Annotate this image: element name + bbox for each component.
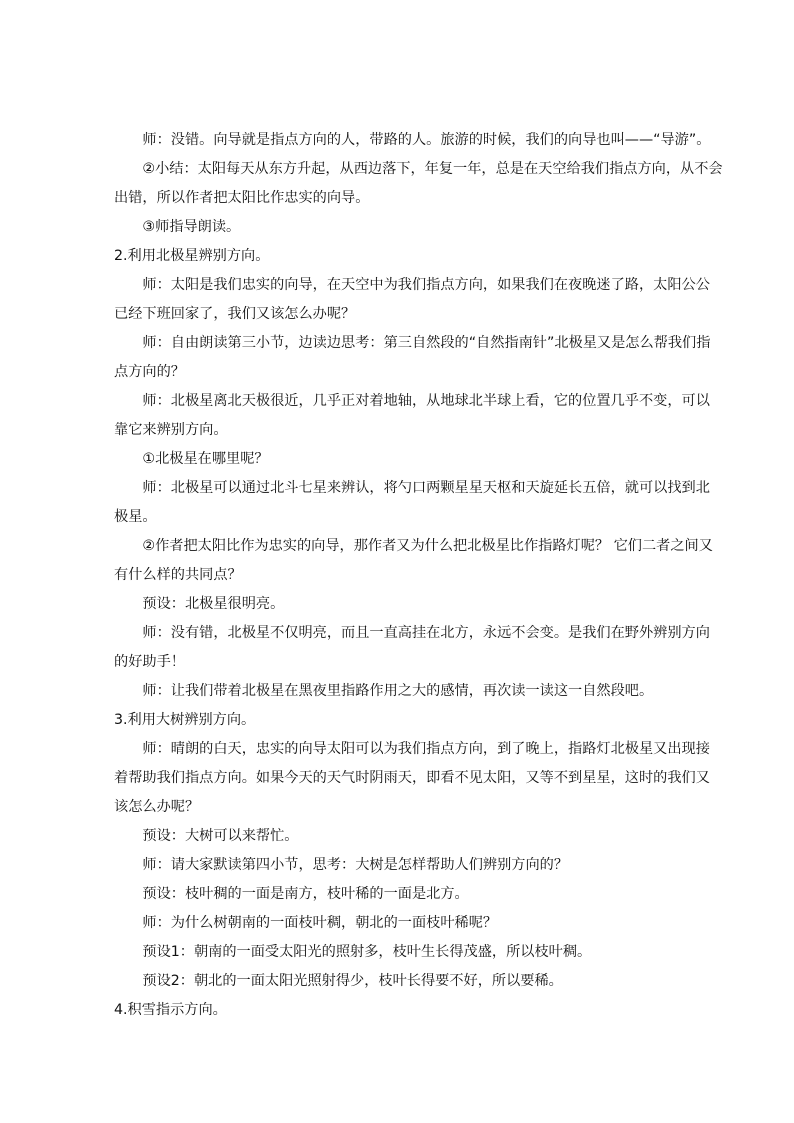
paragraph-summary-sun: ②小结：太阳每天从东方升起，从西边落下，年复一年，总是在天空给我们指点方向，从不会出错，所以作者把太阳比作忠实的向导。 bbox=[114, 161, 723, 206]
paragraph-teacher-rainy-day: 师：晴朗的白天，忠实的向导太阳可以为我们指点方向，到了晚上，指路灯北极星又出现接着帮助我们指点方向。如果今天的天气时阴雨天，即看不见太阳，又等不到星星，这时的我们又该怎么办呢？ bbox=[114, 741, 710, 815]
paragraph-reading-guide: ③师指导朗读。 bbox=[142, 219, 241, 235]
paragraph-teacher-why-leaves: 师：为什么树朝南的一面枝叶稠，朝北的一面枝叶稀呢？ bbox=[142, 915, 498, 931]
paragraph-preset-tree-help: 预设：大树可以来帮忙。 bbox=[142, 828, 299, 844]
paragraph-preset-two: 预设2：朝北的一面太阳光照射得少，枝叶长得要不好，所以要稀。 bbox=[142, 973, 563, 989]
paragraph-teacher-silent-read: 师：请大家默读第四小节，思考：大树是怎样帮助人们辨别方向的？ bbox=[142, 857, 569, 873]
document-body bbox=[114, 126, 724, 1025]
paragraph-teacher-north-star: 师：北极星离北天极很近，几乎正对着地轴，从地球北半球上看，它的位置几乎不变，可以靠它来辨别方向。 bbox=[114, 393, 710, 438]
paragraph-teacher-night: 师：太阳是我们忠实的向导，在天空中为我们指点方向，如果我们在夜晚迷了路，太阳公公已经下班回家了，我们又该怎么办呢？ bbox=[114, 277, 710, 322]
paragraph-preset-bright: 预设：北极星很明亮。 bbox=[142, 596, 285, 612]
paragraph-teacher-guide: 师：没错。向导就是指点方向的人，带路的人。旅游的时候，我们的向导也叫——“导游”。 bbox=[142, 132, 711, 148]
paragraph-teacher-helper: 师：没有错，北极星不仅明亮，而且一直高挂在北方，永远不会变。是我们在野外辨别方向的好助手！ bbox=[114, 625, 710, 670]
section-heading-snow: 4.积雪指示方向。 bbox=[114, 1002, 227, 1018]
paragraph-preset-leaves: 预设：枝叶稠的一面是南方，枝叶稀的一面是北方。 bbox=[142, 886, 469, 902]
paragraph-where-north-star: ①北极星在哪里呢？ bbox=[142, 451, 269, 467]
paragraph-comparison-question: ②作者把太阳比作为忠实的向导，那作者又为什么把北极星比作指路灯呢？ 它们二者之间又有什么样的共同点？ bbox=[114, 538, 713, 583]
paragraph-big-dipper: 师：北极星可以通过北斗七星来辨认，将勺口两颗星星天枢和天旋延长五倍，就可以找到北极星。 bbox=[114, 480, 710, 525]
paragraph-teacher-read-again: 师：让我们带着北极星在黑夜里指路作用之大的感情，再次读一读这一自然段吧。 bbox=[142, 683, 654, 699]
paragraph-preset-one: 预设1：朝南的一面受太阳光的照射多，枝叶生长得茂盛，所以枝叶稠。 bbox=[142, 944, 592, 960]
paragraph-teacher-reading-three: 师：自由朗读第三小节，边读边思考：第三自然段的“自然指南针”北极星又是怎么帮我们指点方向的？ bbox=[114, 335, 711, 380]
section-heading-tree: 3.利用大树辨别方向。 bbox=[114, 712, 256, 728]
section-heading-north-star: 2.利用北极星辨别方向。 bbox=[114, 248, 270, 264]
